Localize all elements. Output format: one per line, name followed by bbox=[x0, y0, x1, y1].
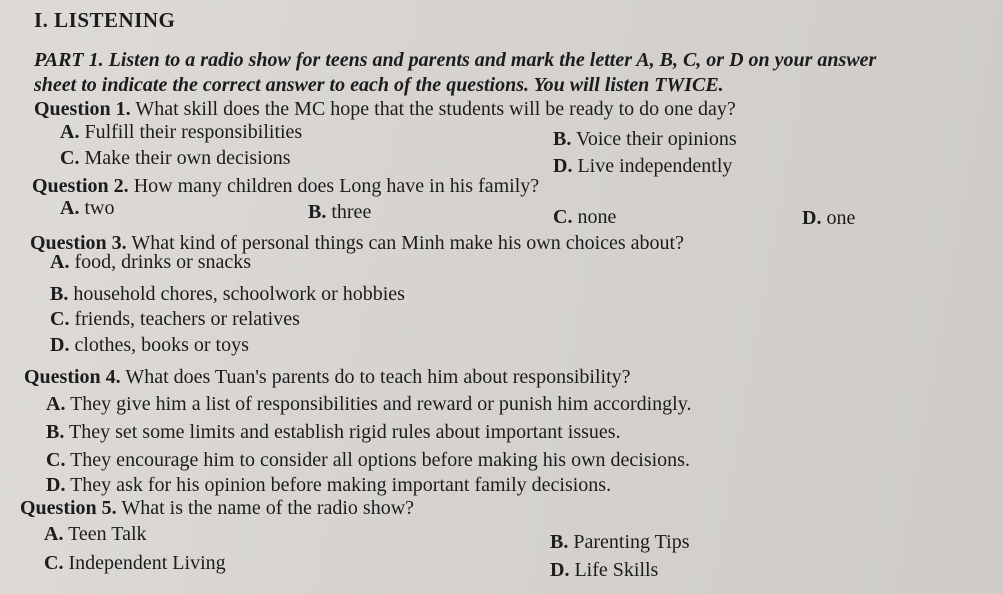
q2-option-c[interactable]: C. none bbox=[553, 206, 617, 228]
q4-option-c[interactable]: C. They encourage him to consider all options before making his own decisions. bbox=[46, 449, 690, 471]
question-text: What skill does the MC hope that the students will be ready to do one day? bbox=[130, 98, 736, 120]
question-label: Question 5. bbox=[20, 497, 117, 519]
q3-option-a[interactable]: A. food, drinks or snacks bbox=[50, 251, 252, 273]
q5-option-c[interactable]: C. Independent Living bbox=[44, 552, 226, 574]
question-2 bbox=[32, 174, 539, 198]
q3-option-d[interactable]: D. clothes, books or toys bbox=[50, 334, 249, 356]
q1-option-d[interactable]: D. Live independently bbox=[553, 155, 733, 177]
section-title: I. LISTENING bbox=[34, 8, 176, 32]
q4-option-d[interactable]: D. They ask for his opinion before making important family decisions. bbox=[46, 474, 612, 496]
q5-option-a[interactable]: A. Teen Talk bbox=[44, 523, 147, 545]
question-label: Question 4. bbox=[24, 366, 121, 388]
q2-option-b[interactable]: B. three bbox=[308, 201, 372, 223]
part-instructions-line-2: sheet to indicate the correct answer to each of the questions. You will listen TWICE. bbox=[34, 74, 724, 96]
q2-option-d[interactable]: D. one bbox=[802, 207, 856, 229]
q1-option-b[interactable]: B. Voice their opinions bbox=[553, 128, 737, 150]
part-instructions-line-1: PART 1. Listen to a radio show for teens and parents and mark the letter A, B, C, or D on your answer bbox=[34, 49, 877, 71]
question-4 bbox=[24, 365, 631, 389]
question-text: What does Tuan's parents do to teach him about responsibility? bbox=[120, 366, 631, 388]
q4-option-a[interactable]: A. They give him a list of responsibilities and reward or punish him accordingly. bbox=[46, 393, 692, 415]
question-text: What kind of personal things can Minh make his own choices about? bbox=[126, 232, 684, 254]
question-1 bbox=[34, 97, 736, 121]
q1-option-c[interactable]: C. Make their own decisions bbox=[60, 147, 291, 169]
question-label: Question 1. bbox=[34, 98, 131, 120]
question-label: Question 2. bbox=[32, 175, 129, 197]
q3-option-c[interactable]: C. friends, teachers or relatives bbox=[50, 308, 300, 330]
question-label: Question 3. bbox=[30, 232, 127, 254]
q2-option-a[interactable]: A. two bbox=[60, 197, 115, 219]
question-text: What is the name of the radio show? bbox=[116, 497, 415, 519]
q5-option-d[interactable]: D. Life Skills bbox=[550, 559, 659, 581]
question-text: How many children does Long have in his family? bbox=[128, 175, 540, 197]
q1-option-a[interactable]: A. Fulfill their responsibilities bbox=[60, 121, 303, 143]
q3-option-b[interactable]: B. household chores, schoolwork or hobbies bbox=[50, 283, 405, 305]
q4-option-b[interactable]: B. They set some limits and establish rigid rules about important issues. bbox=[46, 421, 621, 443]
q5-option-b[interactable]: B. Parenting Tips bbox=[550, 531, 690, 553]
question-5 bbox=[20, 496, 414, 520]
